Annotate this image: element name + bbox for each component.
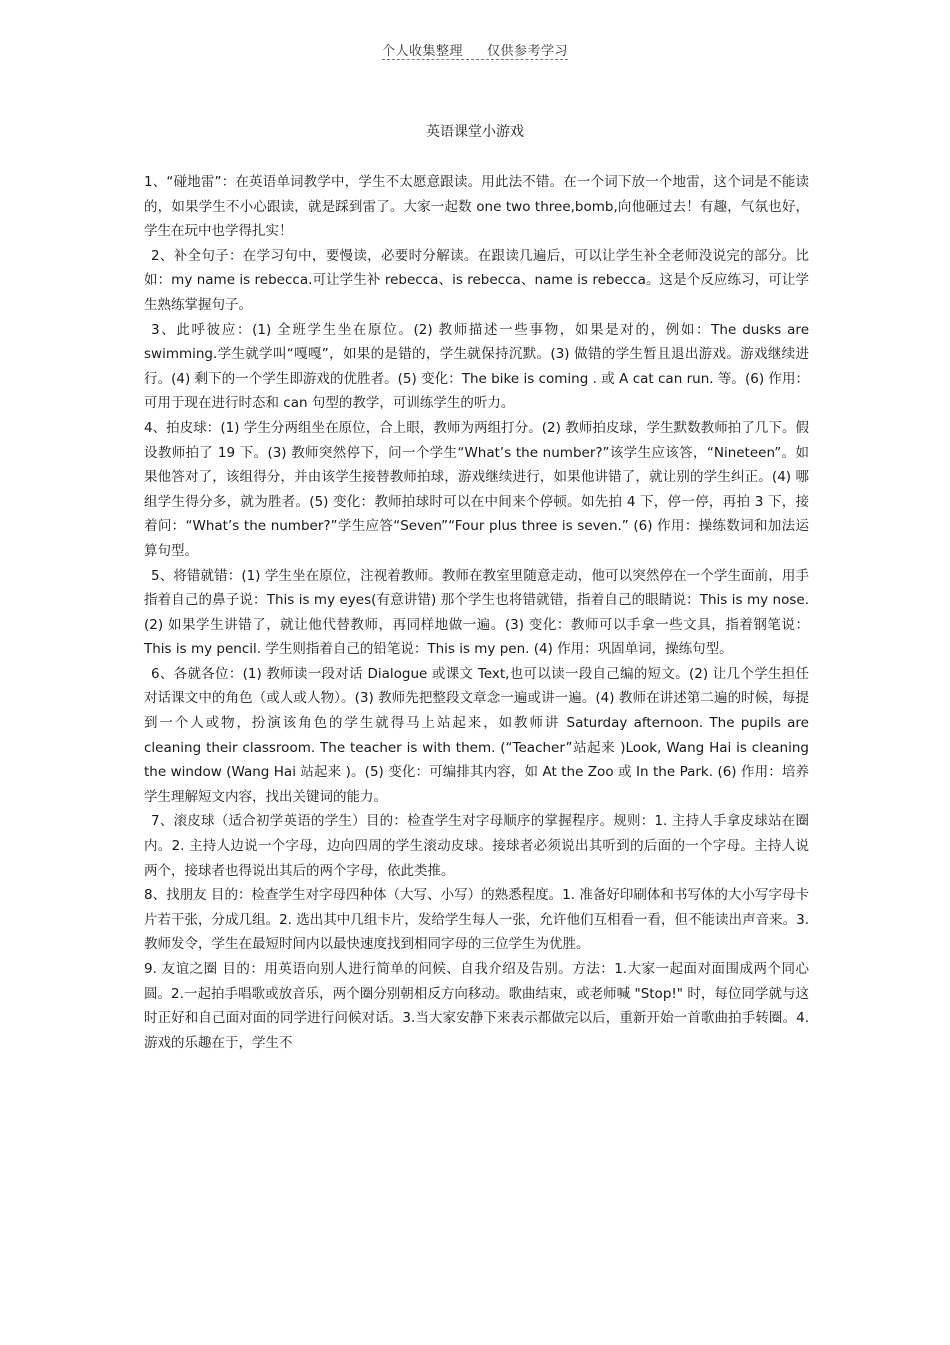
header-divider — [382, 59, 568, 60]
paragraph-1: 1、“碰地雷”：在英语单词教学中，学生不太愿意跟读。用此法不错。在一个词下放一个地雷，这个词是不能读的，如果学生不小心跟读，就是踩到雷了。大家一起数 one two three,bomb,向他砸过去！有趣，气氛也好，学生在玩中也学得扎实！ — [144, 174, 809, 240]
paragraph-4: 4、拍皮球：(1) 学生分两组坐在原位，合上眼，教师为两组打分。(2) 教师拍皮球，学生默数教师拍了几下。假设教师拍了 19 下。(3) 教师突然停下，问一个学生“What’s the number?”该学生应该答，“Nineteen”。如果他答对了，该组得分，并由该学生接替教师拍球，游戏继续进行，如果他讲错了，就让别的学生纠正。(4) 哪组学生得分多，就为胜者。(5) 变化：教师拍球时可以在中间来个停顿。如先拍 4 下，停一停，再拍 3 下，接着问：“What’s the number?”学生应答“Seven”“Four plus three is seven.” (6) 作用：操练数词和加法运算句型。 — [144, 419, 809, 559]
header-left: 个人收集整理 — [382, 44, 464, 59]
header-right: 仅供参考学习 — [487, 44, 569, 59]
paragraph-7: 7、滚皮球（适合初学英语的学生）目的：检查学生对字母顺序的掌握程序。规则：1. 主持人手拿皮球站在圈内。2. 主持人边说一个字母，边向四周的学生滚动皮球。接球者必须说出其听到的后面的一个字母。主持人说两个，接球者也得说出其后的两个字母，依此类推。 — [144, 813, 809, 879]
paragraph-5: 5、将错就错：(1) 学生坐在原位，注视着教师。教师在教室里随意走动，他可以突然停在一个学生面前，用手指着自己的鼻子说：This is my eyes(有意讲错) 那个学生也将错就错，指着自己的眼睛说：This is my nose. (2) 如果学生讲错了，就让他代替教师，再同样地做一遍。(3) 变化：教师可以手拿一些文具，指着钢笔说：This is my pencil. 学生则指着自己的铅笔说：This is my pen. (4) 作用：巩固单词，操练句型。 — [144, 567, 809, 658]
paragraph-6: 6、各就各位：(1) 教师读一段对话 Dialogue 或课文 Text,也可以读一段自己编的短文。(2) 让几个学生担任对话课文中的角色（或人或人物）。(3) 教师先把整段文章念一遍或讲一遍。(4) 教师在讲述第二遍的时候，每提到一个人或物，扮演该角色的学生就得马上站起来，如教师讲 Saturday afternoon. The pupils are cleaning their classroom. The teacher is with them. (“Teacher”站起来 )Look, Wang Hai is cleaning the window (Wang Hai 站起来 )。(5) 变化：可编排其内容，如 At the Zoo 或 In the Park. (6) 作用：培养学生理解短文内容，找出关键词的能力。 — [144, 665, 809, 805]
paragraph-9: 9. 友谊之圈 目的：用英语向别人进行简单的问候、自我介绍及告别。方法：1.大家一起面对面围成两个同心圆。2.一起拍手唱歌或放音乐，两个圈分别朝相反方向移动。歌曲结束，或老师喊 "Stop!" 时，每位同学就与这时正好和自己面对面的同学进行问候对话。3.当大家安静下来表示都做完以后，重新开始一首歌曲拍手转圈。4.游戏的乐趣在于，学生不 — [144, 961, 809, 1051]
document-title: 英语课堂小游戏 — [426, 124, 524, 140]
page-header — [382, 40, 568, 59]
paragraph-2: 2、补全句子：在学习句中，要慢读，必要时分解读。在跟读几遍后，可以让学生补全老师没说完的部分。比如：my name is rebecca.可让学生补 rebecca、is rebecca、name is rebecca。这是个反应练习，可让学生熟练掌握句子。 — [144, 247, 809, 313]
paragraph-8: 8、找朋友 目的：检查学生对字母四种体（大写、小写）的熟悉程度。1. 准备好印刷体和书写体的大小写字母卡片若干张，分成几组。2. 选出其中几组卡片，发给学生每人一张，允许他们互相看一看，但不能读出声音来。3. 教师发令，学生在最短时间内以最快速度找到相同字母的三位学生为优胜。 — [144, 887, 809, 953]
paragraph-3: 3、此呼彼应：(1) 全班学生坐在原位。(2) 教师描述一些事物，如果是对的，例如：The dusks are swimming.学生就学叫“嘎嘎”，如果的是错的，学生就保持沉默。(3) 做错的学生暂且退出游戏。游戏继续进行。(4) 剩下的一个学生即游戏的优胜者。(5) 变化：The bike is coming . 或 A cat can run. 等。(6) 作用：可用于现在进行时态和 can 句型的教学，可训练学生的听力。 — [144, 321, 809, 412]
document-body — [144, 170, 809, 1055]
